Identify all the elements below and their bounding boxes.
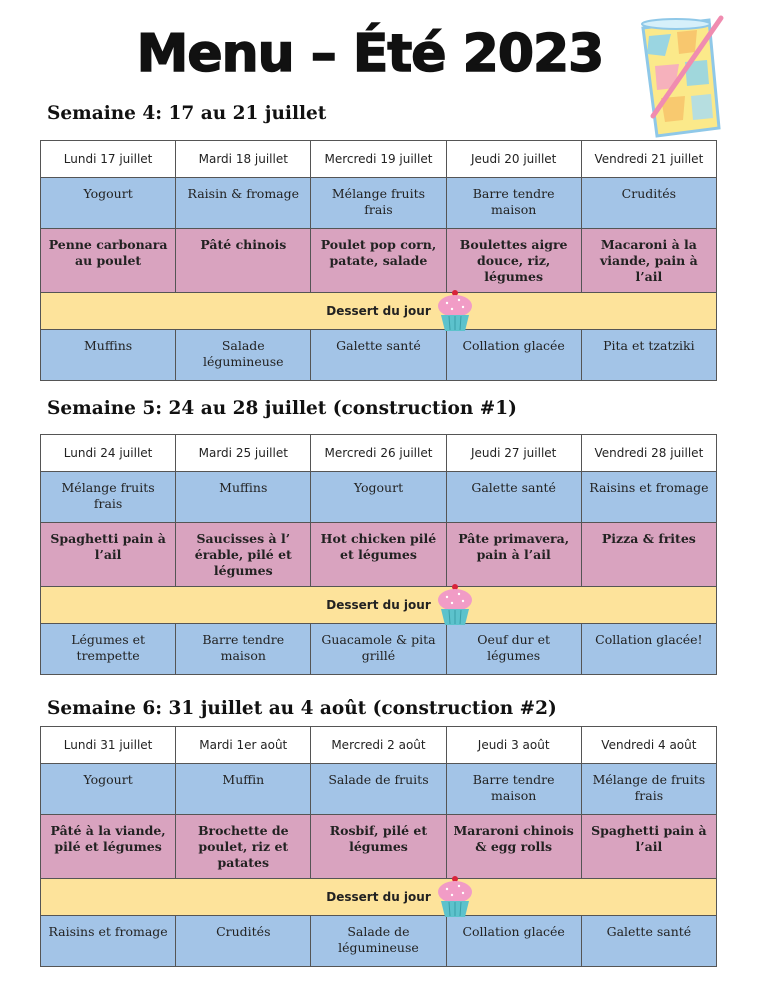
meal-cell: Pâte primavera, pain à l’ail [446,523,581,587]
meal-cell: Penne carbonara au poulet [41,229,176,293]
lunch-row [41,229,717,293]
lunch-row [41,523,717,587]
morning-snack-row [41,472,717,523]
meal-cell: Boulettes aigre douce, riz, légumes [446,229,581,293]
afternoon-cell: Guacamole & pita grillé [311,624,446,675]
snack-cell: Mélange fruits frais [311,178,446,229]
snack-cell: Raisin & fromage [176,178,311,229]
week-5-heading: Semaine 5: 24 au 28 juillet (construction #1) [47,398,517,419]
week-5-menu-table [40,434,717,675]
snack-cell: Mélange de fruits frais [581,764,716,815]
afternoon-cell: Oeuf dur et légumes [446,624,581,675]
morning-snack-row [41,764,717,815]
snack-cell: Barre tendre maison [446,178,581,229]
snack-cell: Yogourt [311,472,446,523]
day-header: Jeudi 20 juillet [446,141,581,178]
day-header: Mercredi 19 juillet [311,141,446,178]
meal-cell: Poulet pop corn, patate, salade [311,229,446,293]
afternoon-cell: Salade de légumineuse [311,916,446,967]
day-header: Vendredi 21 juillet [581,141,716,178]
meal-cell: Pâté chinois [176,229,311,293]
afternoon-cell: Galette santé [581,916,716,967]
cupcake-icon [435,875,475,919]
day-header: Jeudi 3 août [446,727,581,764]
meal-cell: Pizza & frites [581,523,716,587]
meal-cell: Hot chicken pilé et légumes [311,523,446,587]
afternoon-snack-row [41,330,717,381]
dessert-label: Dessert du jour [326,890,431,904]
dessert-row [41,293,717,330]
day-header: Mardi 25 juillet [176,435,311,472]
afternoon-cell: Muffins [41,330,176,381]
week-4-heading: Semaine 4: 17 au 21 juillet [47,103,327,124]
day-header: Mercredi 26 juillet [311,435,446,472]
dessert-row [41,879,717,916]
snack-cell: Salade de fruits [311,764,446,815]
snack-cell: Crudités [581,178,716,229]
afternoon-cell: Légumes et trempette [41,624,176,675]
day-header: Lundi 31 juillet [41,727,176,764]
day-header-row [41,435,717,472]
meal-cell: Spaghetti pain à l’ail [41,523,176,587]
snack-cell: Galette santé [446,472,581,523]
snack-cell: Yogourt [41,178,176,229]
week-6-heading: Semaine 6: 31 juillet au 4 août (construction #2) [47,698,557,719]
dessert-label: Dessert du jour [326,598,431,612]
afternoon-cell: Barre tendre maison [176,624,311,675]
lunch-row [41,815,717,879]
week-6-menu-table [40,726,717,967]
afternoon-snack-row [41,624,717,675]
afternoon-cell: Collation glacée [446,916,581,967]
afternoon-cell: Collation glacée! [581,624,716,675]
cupcake-icon [435,289,475,333]
dessert-label: Dessert du jour [326,304,431,318]
meal-cell: Saucisses à l’ érable, pilé et légumes [176,523,311,587]
afternoon-cell: Raisins et fromage [41,916,176,967]
day-header-row [41,141,717,178]
day-header: Jeudi 27 juillet [446,435,581,472]
dessert-banner [326,303,430,319]
afternoon-cell: Pita et tzatziki [581,330,716,381]
week-4-menu-table [40,140,717,381]
snack-cell: Raisins et fromage [581,472,716,523]
dessert-row [41,587,717,624]
meal-cell: Spaghetti pain à l’ail [581,815,716,879]
cupcake-icon [435,583,475,627]
meal-cell: Brochette de poulet, riz et patates [176,815,311,879]
morning-snack-row [41,178,717,229]
day-header: Mercredi 2 août [311,727,446,764]
meal-cell: Mararoni chinois & egg rolls [446,815,581,879]
day-header-row [41,727,717,764]
snack-cell: Barre tendre maison [446,764,581,815]
lemonade-cup-icon [635,14,725,139]
afternoon-cell: Galette santé [311,330,446,381]
day-header: Vendredi 28 juillet [581,435,716,472]
day-header: Lundi 24 juillet [41,435,176,472]
snack-cell: Mélange fruits frais [41,472,176,523]
day-header: Mardi 1er août [176,727,311,764]
dessert-banner [326,889,430,905]
day-header: Lundi 17 juillet [41,141,176,178]
meal-cell: Macaroni à la viande, pain à l’ail [581,229,716,293]
afternoon-cell: Crudités [176,916,311,967]
page-title: Menu – Été 2023 [136,24,604,84]
meal-cell: Pâté à la viande, pilé et légumes [41,815,176,879]
day-header: Mardi 18 juillet [176,141,311,178]
snack-cell: Muffin [176,764,311,815]
dessert-banner [326,597,430,613]
afternoon-cell: Collation glacée [446,330,581,381]
meal-cell: Rosbif, pilé et légumes [311,815,446,879]
snack-cell: Muffins [176,472,311,523]
snack-cell: Yogourt [41,764,176,815]
afternoon-cell: Salade légumineuse [176,330,311,381]
day-header: Vendredi 4 août [581,727,716,764]
afternoon-snack-row [41,916,717,967]
